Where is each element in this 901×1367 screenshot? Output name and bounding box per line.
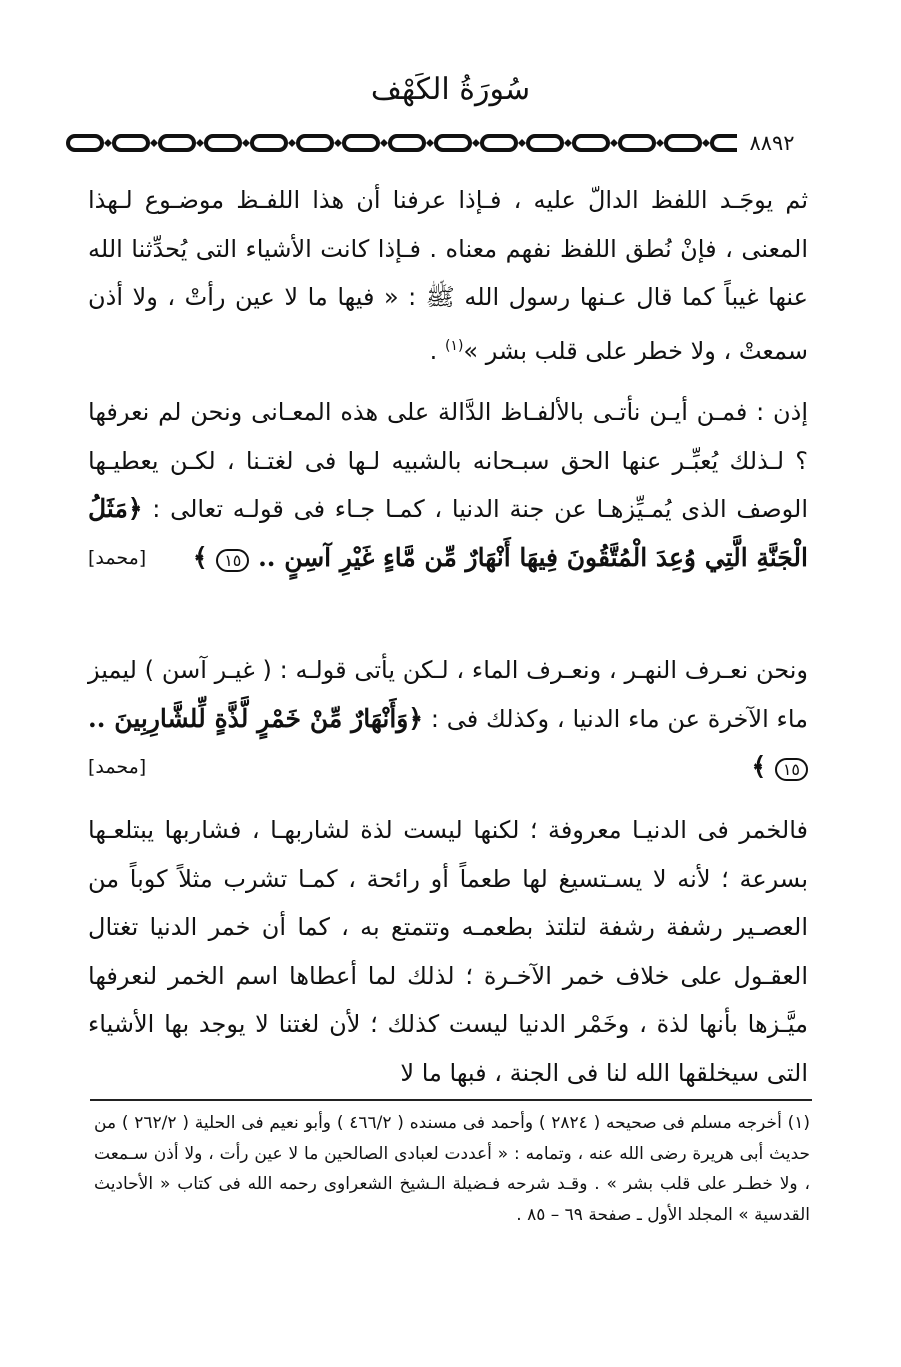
paragraph-1-end: . <box>429 336 445 365</box>
chain-diamond <box>610 139 618 147</box>
surah-reference: [محمد] <box>88 756 147 778</box>
chain-link <box>528 136 562 150</box>
chain-link <box>482 136 516 150</box>
paragraph-4-text: فالخمر فى الدنيـا معروفة ؛ لكنها ليست لذة لشاربهـا ، فشاربها يبتلعـها بسرعة ؛ لأنه لا يسـتسيغ لها طعماً أو رائحة ، كمـا تشرب مثلاً كوباً من العصـير رشفة رشفة لتلتذ بطعمـه وتتمتع به ، كما أن خمر الدنيا تغتال العقـول على خلاف خمر الآخـرة ؛ لذلك لما أعطاها اسم الخمر لنعرفها ميَّـزها بأنها لذة ، وخَمْر الدنيا ليست كذلك ؛ لأن لغتنا لا يوجد بها الأشياء التى سيخلقها الله لنا فى الجنة ، فبها ما لا <box>88 816 808 1087</box>
chain-diamond <box>104 139 112 147</box>
chain-link <box>68 136 102 150</box>
chain-diamond <box>196 139 204 147</box>
footnote-marker: (١) <box>444 337 464 354</box>
chain-diamond <box>702 139 710 147</box>
chain-link <box>206 136 240 150</box>
chain-link <box>344 136 378 150</box>
chain-diamond <box>150 139 158 147</box>
paragraph-2-text: إذن : فمـن أيـن نأتـى بالألفـاظ الدَّالة على هذه المعـانى ونحن لم نعرفها ؟ لـذلك يُعبِّـر عنها الحق سبـحانه بالشبيه لـها فى لغتـنا ، لكـن يعطيـها الوصف الذى يُمـيِّزهـا عن جنة الدنيا ، كمـا جـاء فى قولـه تعالى : <box>88 398 808 523</box>
chain-diamond <box>518 139 526 147</box>
chain-diamond <box>426 139 434 147</box>
paragraph-3-text: ونحن نعـرف النهـر ، ونعـرف الماء ، لـكن يأتى قولـه : ( غيـر آسن ) ليميز ماء الآخرة عن ماء الدنيا ، وكذلك فى : <box>88 656 808 733</box>
quran-close-bracket: ﴾ <box>751 752 775 781</box>
paragraph-3 <box>88 646 808 795</box>
chain-diamond <box>288 139 296 147</box>
footnote-1: (١) أخرجه مسلم فى صحيحه ( ٢٨٢٤ ) وأحمد فى مسنده ( ٤٦٦/٢ ) وأبو نعيم فى الحلية ( ٢٦٢/٢ ) من حديث أبى هريرة رضى الله عنه ، وتمامه : « أعددت لعبادى الصالحين ما لا عين رأت ، ولا أذن سـمعت ، ولا خطـر على قلب بشر » . وقـد شرحه فـضيلة الـشيخ الشعراوى رحمه الله فى كتاب « الأحاديث القدسية » المجلد الأول ـ صفحة ٦٩ – ٨٥ . <box>94 1113 810 1225</box>
footnote-separator <box>90 1099 812 1101</box>
chain-link <box>252 136 286 150</box>
quran-verse-1: ﴿مَثَلُ الْجَنَّةِ الَّتِي وُعِدَ الْمُتَّقُونَ فِيهَا أَنْهَارٌ مِّن مَّاءٍ غَيْرِ آسِنٍ .. <box>88 494 808 572</box>
quran-close-bracket: ﴾ <box>192 542 217 572</box>
page-number: ٨٨٩٢ <box>737 130 807 156</box>
chain-diamond <box>334 139 342 147</box>
paragraph-2 <box>88 388 808 585</box>
chain-link <box>666 136 700 150</box>
chain-link <box>114 136 148 150</box>
ayah-number-marker: ١٥ <box>216 549 249 572</box>
chain-diamond <box>564 139 572 147</box>
chain-link <box>574 136 608 150</box>
chain-link <box>436 136 470 150</box>
paragraph-1-text: ثم يوجَـد اللفظ الدالّ عليه ، فـإذا عرفنا أن هذا اللفـظ موضـوع لـهذا المعنى ، فإنْ نُطق اللفظ نفهم معناه . فـإذا كانت الأشياء التى يُحدِّثنا الله عنها غيباً كما قال عـنها رسول الله ﷺ : « فيها ما لا عين رأتْ ، ولا أذن سمعتْ ، ولا خطر على قلب بشر » <box>88 186 808 365</box>
footnotes <box>94 1108 810 1230</box>
chain-diamond <box>656 139 664 147</box>
ayah-number-marker: ١٥ <box>775 758 808 781</box>
chain-diamond <box>380 139 388 147</box>
ornamental-chain-divider <box>60 128 840 158</box>
chain-link <box>298 136 332 150</box>
paragraph-4 <box>88 806 808 1097</box>
chain-link <box>160 136 194 150</box>
surah-reference: [محمد] <box>88 546 147 569</box>
paragraph-1 <box>88 176 808 375</box>
chain-link <box>620 136 654 150</box>
chain-diamond <box>472 139 480 147</box>
chain-diamond <box>242 139 250 147</box>
chain-link <box>390 136 424 150</box>
surah-title: سُورَةُ الكَهْف <box>370 72 531 107</box>
quran-verse-2: ﴿وَأَنْهَارٌ مِّنْ خَمْرٍ لَّذَّةٍ لِّلشَّارِبِينَ .. <box>88 703 424 733</box>
